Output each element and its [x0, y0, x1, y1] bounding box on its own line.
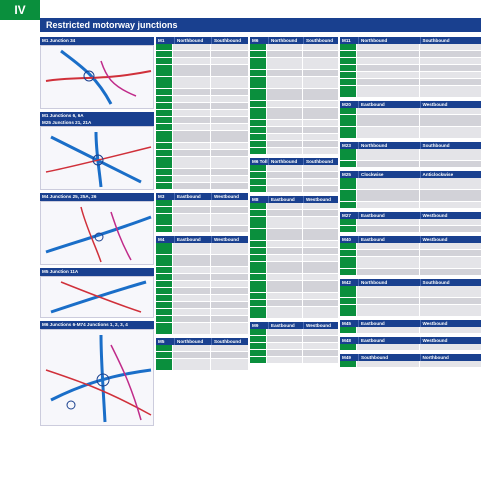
table-header: M3 Eastbound Westbound: [156, 193, 248, 200]
table-header: M8 Eastbound Westbound: [250, 196, 338, 203]
table-body: [340, 344, 481, 351]
junction-diagram: [40, 45, 154, 109]
table-column: [156, 34, 248, 371]
junction-diagram: [40, 126, 154, 190]
table-body: [340, 361, 481, 368]
table-body: [156, 243, 248, 335]
table-body: [250, 203, 338, 319]
table-header: M11 Northbound Southbound: [340, 37, 481, 44]
table-body: [340, 44, 481, 98]
table-header: M49 Southbound Northbound: [340, 354, 481, 361]
table-body: [156, 44, 248, 190]
table-body: [340, 219, 481, 233]
table-body: [340, 149, 481, 168]
table-body: [340, 286, 481, 317]
table-column: [340, 34, 481, 368]
table-header: M5 Northbound Southbound: [156, 338, 248, 345]
table-body: [250, 165, 338, 193]
diagram-header: M6 Junctions 6-M74 Junctions 1, 2, 3, 4: [40, 321, 154, 329]
section-number: IV: [0, 0, 40, 20]
table-header: M25 Clockwise Anticlockwise: [340, 171, 481, 178]
diagram-header: M4 Junctions 25, 25A, 26: [40, 193, 154, 201]
table-body: [156, 200, 248, 233]
diagram-header: M1 Junction 34: [40, 37, 154, 45]
table-body: [340, 327, 481, 334]
table-column: [250, 34, 338, 364]
table-header: M1 Northbound Southbound: [156, 37, 248, 44]
table-header: M23 Northbound Southbound: [340, 142, 481, 149]
junction-diagram: [40, 201, 154, 265]
table-body: [340, 243, 481, 276]
diagram-header: M1 Junctions 6, 6A M25 Junctions 21, 21A: [40, 112, 154, 126]
junction-diagram: [40, 276, 154, 318]
table-header: M27 Eastbound Westbound: [340, 212, 481, 219]
table-header: M6 Northbound Southbound: [250, 37, 338, 44]
table-header: M42 Northbound Southbound: [340, 279, 481, 286]
diagram-header: M5 Junction 11A: [40, 268, 154, 276]
table-body: [156, 345, 248, 371]
table-header: M40 Eastbound Westbound: [340, 236, 481, 243]
diagram-column: [40, 34, 154, 426]
table-body: [250, 44, 338, 155]
junction-diagram: [40, 329, 154, 426]
page-title: Restricted motorway junctions: [40, 18, 481, 32]
top-bar: [0, 0, 481, 20]
table-body: [340, 108, 481, 139]
content-area: [40, 34, 481, 481]
table-header: M6 Toll Northbound Southbound: [250, 158, 338, 165]
table-header: M45 Eastbound Westbound: [340, 320, 481, 327]
table-header: M9 Eastbound Westbound: [250, 322, 338, 329]
table-header: M20 Eastbound Westbound: [340, 101, 481, 108]
table-header: M48 Eastbound Westbound: [340, 337, 481, 344]
table-header: M4 Eastbound Westbound: [156, 236, 248, 243]
table-body: [250, 329, 338, 364]
table-body: [340, 178, 481, 209]
